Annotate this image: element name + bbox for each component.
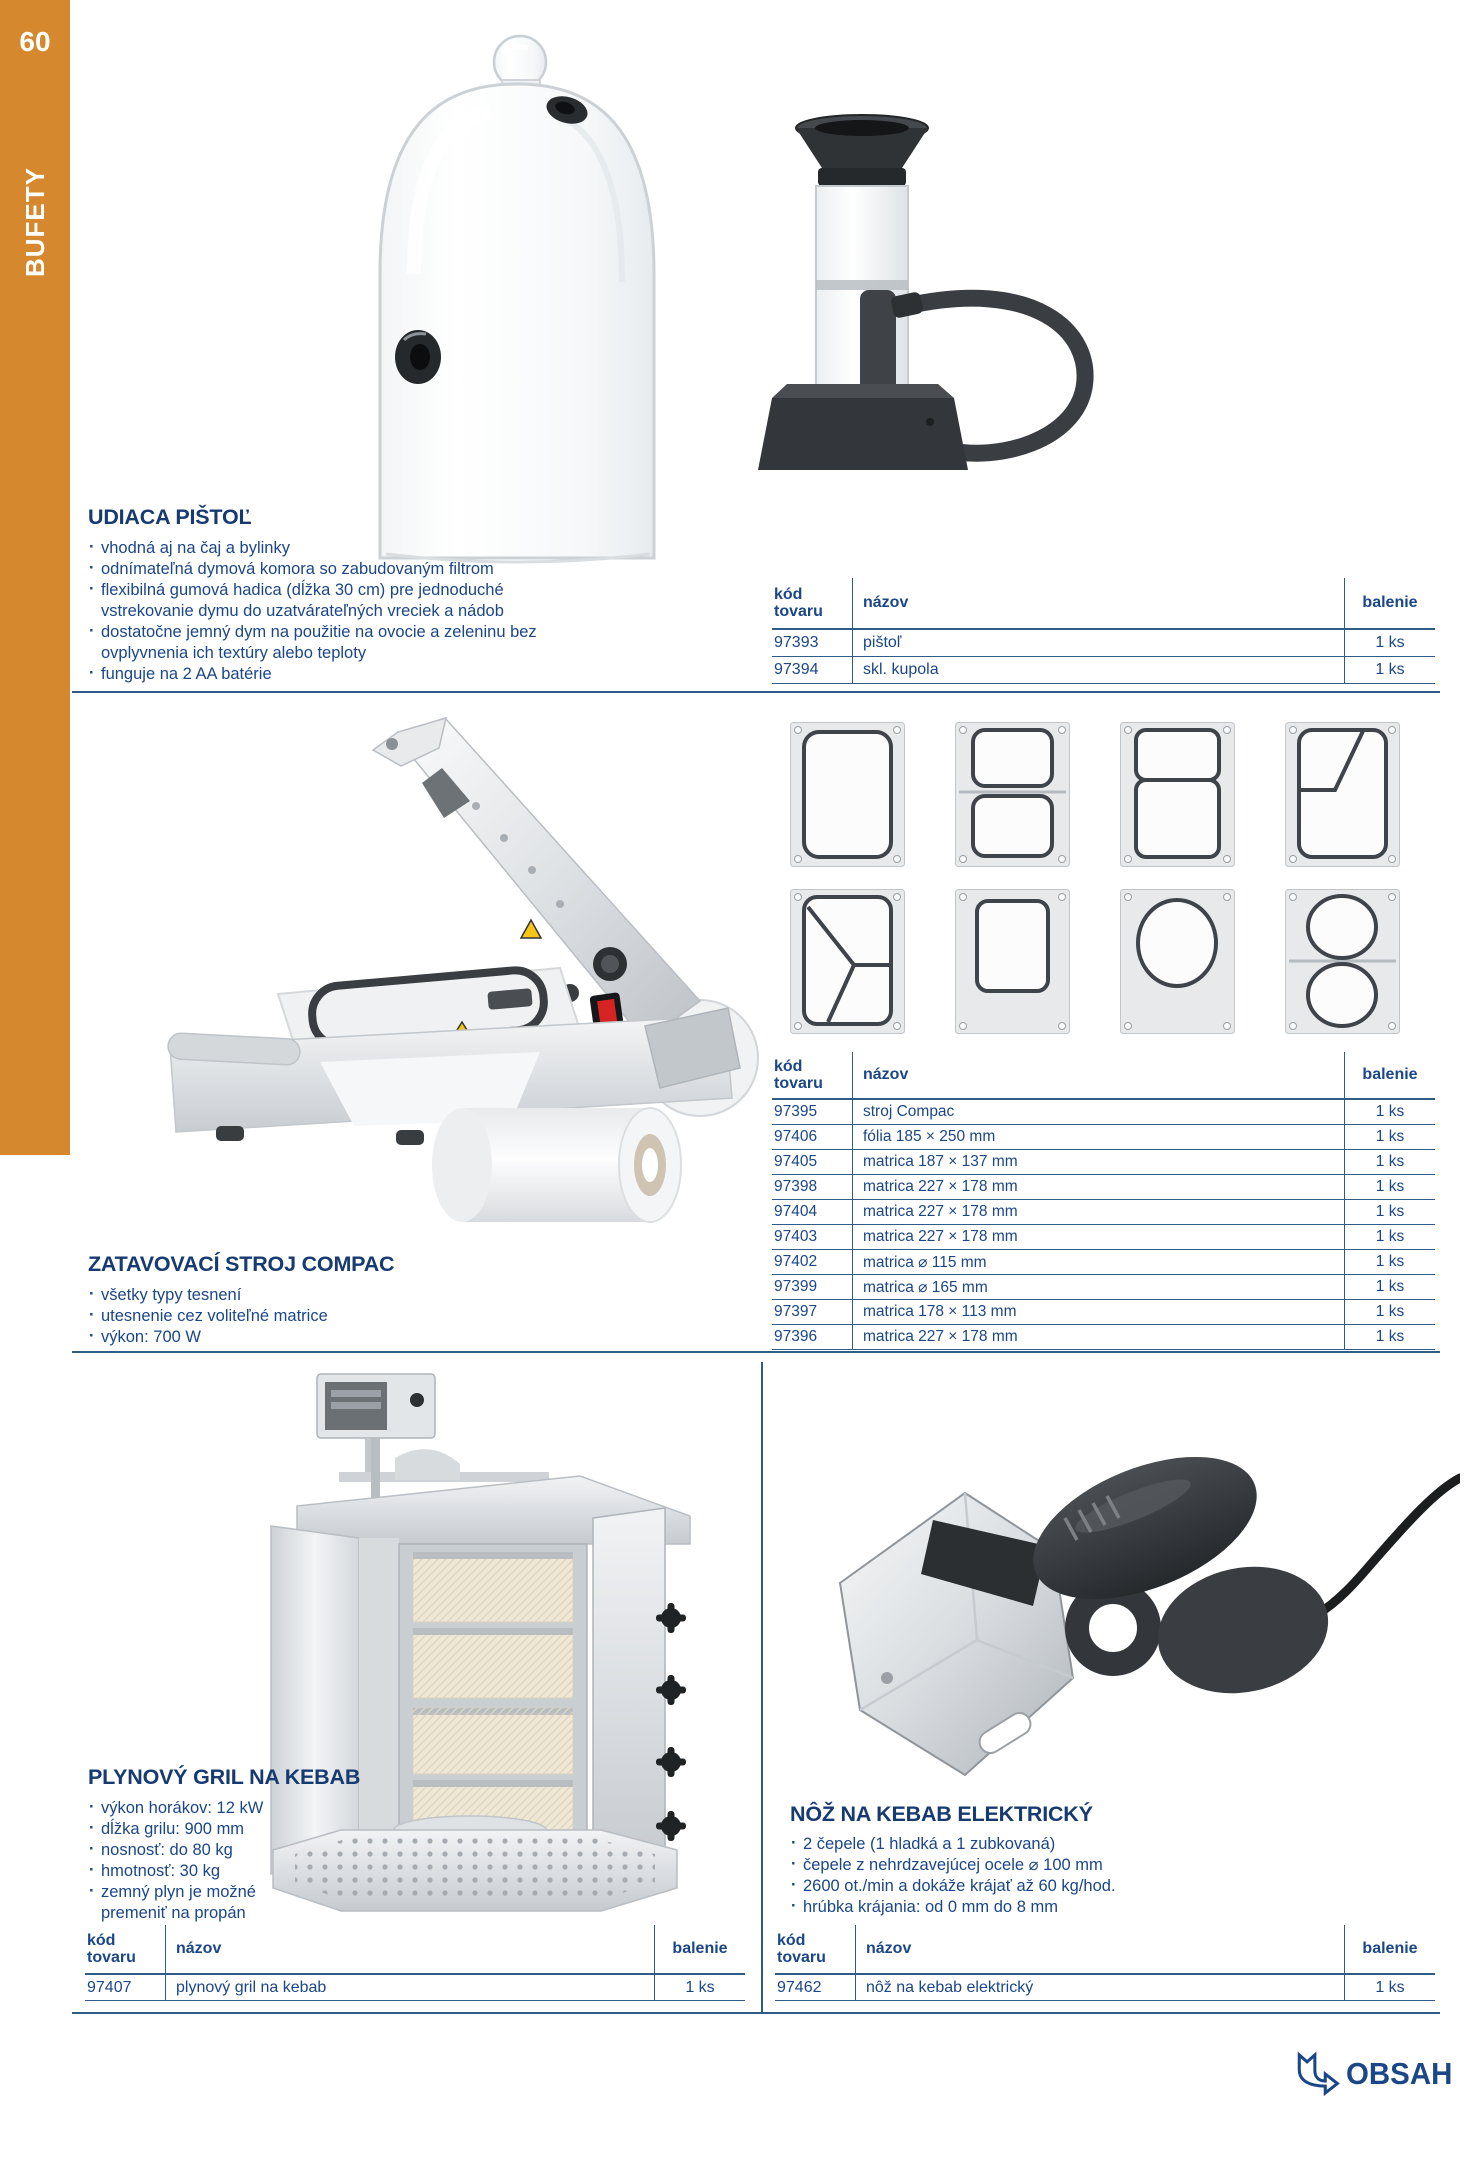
bullet-item: · funguje na 2 AA batérie: [88, 664, 538, 685]
table-header-row: [772, 1052, 1435, 1100]
cell-name: plynový gril na kebab: [166, 1975, 655, 2000]
table-row: [85, 1975, 745, 2001]
cell-name: matrica 227 × 178 mm: [853, 1325, 1345, 1349]
table-row: [772, 1325, 1435, 1350]
table-row: [772, 1300, 1435, 1325]
table-row: [772, 1250, 1435, 1275]
cell-code: 97406: [772, 1125, 853, 1149]
category-tab: [0, 112, 70, 332]
cell-code: 97405: [772, 1150, 853, 1174]
matrix-plate-image: [790, 889, 905, 1034]
col-header-pack: balenie: [1362, 1066, 1418, 1083]
product-bullets: [88, 1285, 508, 1348]
cell-pack: 1 ks: [1375, 1978, 1405, 1996]
bullet-item: · zemný plyn je možné premeniť na propán: [88, 1882, 303, 1924]
obsah-arrow-icon: [1288, 2046, 1340, 2102]
bullet-item: · výkon horákov: 12 kW: [88, 1798, 303, 1819]
obsah-label: OBSAH: [1346, 2056, 1453, 2091]
matrix-plate-image: [790, 722, 905, 867]
cell-pack: 1 ks: [1375, 1278, 1405, 1295]
bullet-item: · hmotnosť: 30 kg: [88, 1861, 303, 1882]
bullet-item: · utesnenie cez voliteľné matrice: [88, 1306, 508, 1327]
table-header-row: [85, 1925, 745, 1975]
cell-code: 97395: [772, 1100, 853, 1124]
product-title: UDIACA PIŠTOĽ: [88, 505, 252, 529]
section-divider: [72, 691, 1440, 693]
col-header-pack: balenie: [672, 1940, 728, 1957]
cell-pack: 1 ks: [1375, 661, 1405, 678]
cell-name: fólia 185 × 250 mm: [853, 1125, 1345, 1149]
obsah-link[interactable]: [1288, 2046, 1458, 2102]
bullet-item: · nosnosť: do 80 kg: [88, 1840, 303, 1861]
cell-name: matrica 178 × 113 mm: [853, 1300, 1345, 1324]
cell-name: matrica 187 × 137 mm: [853, 1150, 1345, 1174]
product-title: NÔŽ NA KEBAB ELEKTRICKÝ: [790, 1802, 1093, 1826]
table-row: [772, 1225, 1435, 1250]
table-row: [772, 1200, 1435, 1225]
bullet-item: · 2600 ot./min a dokáže krájať až 60 kg/hod.: [790, 1876, 1260, 1897]
matrix-plate-image: [1120, 722, 1235, 867]
cell-code: 97404: [772, 1200, 853, 1224]
kebab-knife-image: [815, 1378, 1460, 1793]
product-table: [772, 1052, 1435, 1350]
bullet-item: · všetky typy tesnení: [88, 1285, 508, 1306]
section-divider: [72, 2012, 1440, 2014]
bullet-item: · vhodná aj na čaj a bylinky: [88, 538, 538, 559]
product-bullets: [88, 1798, 303, 1924]
col-header-code: kód tovaru: [772, 578, 853, 628]
col-header-code: kód tovaru: [775, 1925, 856, 1973]
cell-pack: 1 ks: [1375, 1128, 1405, 1145]
matrix-plates-gallery: [790, 722, 1402, 1034]
cell-code: 97402: [772, 1250, 853, 1274]
matrix-plate-image: [955, 722, 1070, 867]
cell-name: matrica 227 × 178 mm: [853, 1200, 1345, 1224]
cell-code: 97396: [772, 1325, 853, 1349]
col-header-pack: balenie: [1362, 1940, 1418, 1957]
category-label: BUFETY: [19, 167, 50, 277]
section-divider: [72, 1351, 1440, 1353]
table-row: [772, 657, 1435, 684]
col-header-name: názov: [856, 1925, 1345, 1973]
cell-code: 97393: [772, 630, 853, 656]
matrix-plate-image: [1120, 889, 1235, 1034]
col-header-name: názov: [166, 1925, 655, 1973]
glass-dome-image: [352, 22, 682, 574]
cell-pack: 1 ks: [1375, 1228, 1405, 1245]
cell-pack: 1 ks: [1375, 1328, 1405, 1345]
product-table: [772, 578, 1435, 684]
cell-pack: 1 ks: [685, 1978, 715, 1996]
bullet-item: · dostatočne jemný dym na použitie na ovocie a zeleninu bez ovplyvnenia ich textúry alebo teploty: [88, 622, 538, 664]
smoking-gun-image: [742, 78, 1147, 478]
product-title: PLYNOVÝ GRIL NA KEBAB: [88, 1765, 361, 1789]
product-table: [85, 1925, 745, 2001]
matrix-plate-image: [955, 889, 1070, 1034]
table-row: [772, 1100, 1435, 1125]
page-number: 60: [19, 26, 51, 57]
product-table: [775, 1925, 1435, 2001]
kebab-grill-image: [245, 1368, 710, 1913]
cell-pack: 1 ks: [1375, 1153, 1405, 1170]
cell-name: nôž na kebab elektrický: [856, 1975, 1345, 2000]
matrix-plate-image: [1285, 722, 1400, 867]
bullet-item: · výkon: 700 W: [88, 1327, 508, 1348]
cell-pack: 1 ks: [1375, 1303, 1405, 1320]
cell-code: 97407: [85, 1975, 166, 2000]
cell-code: 97397: [772, 1300, 853, 1324]
table-header-row: [775, 1925, 1435, 1975]
cell-name: matrica 227 × 178 mm: [853, 1225, 1345, 1249]
table-header-row: [772, 578, 1435, 630]
cell-name: skl. kupola: [853, 657, 1345, 683]
col-header-name: názov: [853, 578, 1345, 628]
cell-code: 97403: [772, 1225, 853, 1249]
table-row: [775, 1975, 1435, 2001]
bullet-item: · odnímateľná dymová komora so zabudovaným filtrom: [88, 559, 538, 580]
bullet-item: · čepele z nehrdzavejúcej ocele ⌀ 100 mm: [790, 1855, 1260, 1876]
product-title: ZATAVOVACÍ STROJ COMPAC: [88, 1252, 395, 1276]
cell-code: 97398: [772, 1175, 853, 1199]
bullet-item: · hrúbka krájania: od 0 mm do 8 mm: [790, 1897, 1260, 1918]
cell-name: stroj Compac: [853, 1100, 1345, 1124]
bullet-item: · 2 čepele (1 hladká a 1 zubkovaná): [790, 1834, 1260, 1855]
column-divider: [761, 1362, 763, 2014]
cell-name: matrica ⌀ 115 mm: [853, 1250, 1345, 1274]
col-header-name: názov: [853, 1052, 1345, 1098]
cell-name: matrica ⌀ 165 mm: [853, 1275, 1345, 1299]
cell-name: pištoľ: [853, 630, 1345, 656]
bullet-item: · flexibilná gumová hadica (dĺžka 30 cm) pre jednoduché vstrekovanie dymu do uzatvárateľných vreciek a nádob: [88, 580, 538, 622]
col-header-pack: balenie: [1362, 594, 1418, 611]
table-row: [772, 1275, 1435, 1300]
cell-name: matrica 227 × 178 mm: [853, 1175, 1345, 1199]
product-bullets: [88, 538, 538, 685]
cell-code: 97462: [775, 1975, 856, 2000]
table-row: [772, 630, 1435, 657]
table-row: [772, 1125, 1435, 1150]
cell-pack: 1 ks: [1375, 634, 1405, 651]
cell-pack: 1 ks: [1375, 1103, 1405, 1120]
table-row: [772, 1175, 1435, 1200]
table-row: [772, 1150, 1435, 1175]
cell-pack: 1 ks: [1375, 1178, 1405, 1195]
cell-pack: 1 ks: [1375, 1253, 1405, 1270]
cell-pack: 1 ks: [1375, 1203, 1405, 1220]
col-header-code: kód tovaru: [85, 1925, 166, 1973]
cell-code: 97399: [772, 1275, 853, 1299]
col-header-code: kód tovaru: [772, 1052, 853, 1098]
product-bullets: [790, 1834, 1260, 1918]
matrix-plate-image: [1285, 889, 1400, 1034]
cell-code: 97394: [772, 657, 853, 683]
sealing-machine-image: [140, 706, 762, 1240]
bullet-item: · dĺžka grilu: 900 mm: [88, 1819, 303, 1840]
